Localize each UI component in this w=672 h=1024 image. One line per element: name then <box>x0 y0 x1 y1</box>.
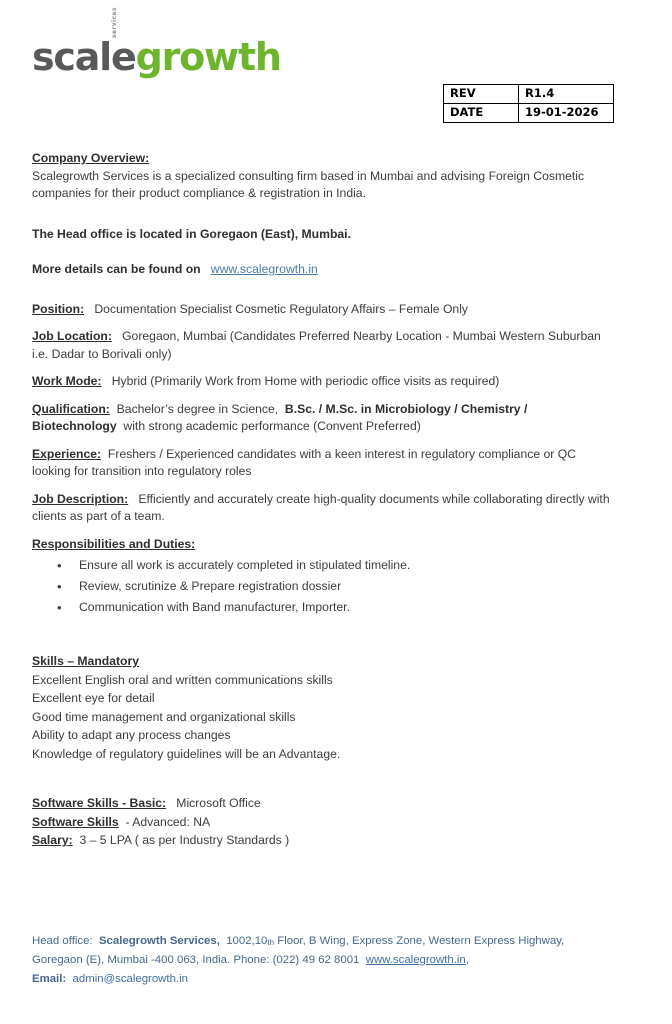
rev-label: REV <box>444 85 519 104</box>
skills-section <box>32 653 612 763</box>
document-footer <box>32 932 617 989</box>
logo-text-scale: scale <box>32 35 136 79</box>
more-details-prefix: More details can be found on <box>32 262 201 276</box>
company-overview-section <box>32 150 612 203</box>
footer-email-link[interactable]: admin@scalegrowth.in <box>72 973 188 985</box>
software-skills-advanced-line <box>32 813 612 832</box>
salary-label: Salary: <box>32 833 73 847</box>
logo-text-growth: growth <box>135 35 281 79</box>
software-salary-section <box>32 794 612 850</box>
qualification-value-bold: B.Sc. / M.Sc. in Microbiology / Chemistry / Biotechnology <box>32 401 528 433</box>
footer-comma: , <box>465 954 469 966</box>
job-description-line <box>32 491 612 526</box>
company-logo <box>32 7 281 79</box>
footer-company-name: Scalegrowth Services, <box>98 935 220 947</box>
job-location-label: Job Location: <box>32 329 112 343</box>
logo-vertical-mark-text: services <box>111 7 118 38</box>
qualification-value-1: Bachelor’s degree in Science, <box>116 401 279 416</box>
date-value: 19-01-2026 <box>519 104 614 123</box>
skills-item: Knowledge of regulatory guidelines will be an Advantage. <box>32 746 341 761</box>
footer-address-part1: 1002,10 <box>226 935 268 947</box>
work-mode-line <box>32 373 612 391</box>
salary-line <box>32 831 612 850</box>
software-skills-advanced-label: Software Skills <box>32 814 119 829</box>
qualification-line <box>32 401 612 436</box>
skills-item: Good time management and organizational skills <box>32 709 296 724</box>
experience-label: Experience: <box>32 446 102 461</box>
footer-address-ordinal: th <box>267 938 275 947</box>
skills-item: Excellent English oral and written communications skills <box>32 672 333 687</box>
skills-item: Ability to adapt any process changes <box>32 728 231 742</box>
job-location-line <box>32 328 612 363</box>
footer-email-label: Email: <box>32 973 67 985</box>
position-value: Documentation Specialist Cosmetic Regulatory Affairs – Female Only <box>94 301 469 316</box>
footer-address-part2: Floor, B Wing, Express Zone, Western Express Highway, Goregaon (E), Mumbai -400 063, India. Phone: (022) 49 62 8001 <box>32 935 565 966</box>
date-label: DATE <box>444 104 519 123</box>
software-skills-basic-label: Software Skills - Basic: <box>32 796 167 810</box>
revision-table <box>443 84 614 123</box>
logo-vertical-mark <box>101 7 118 68</box>
salary-value: 3 – 5 LPA ( as per Industry Standards ) <box>79 833 290 847</box>
skills-heading: Skills – Mandatory <box>32 654 140 668</box>
software-skills-basic-value: Microsoft Office <box>176 796 261 810</box>
position-label: Position: <box>32 301 85 316</box>
footer-website-link[interactable]: www.scalegrowth.in <box>365 954 466 966</box>
rev-value: R1.4 <box>519 85 614 104</box>
job-description-label: Job Description: <box>32 491 129 506</box>
work-mode-label: Work Mode: <box>32 374 102 388</box>
software-skills-advanced-value: - Advanced: NA <box>125 814 211 829</box>
table-row <box>444 104 614 123</box>
footer-head-office-label: Head office: <box>32 935 93 947</box>
responsibilities-section <box>32 536 612 619</box>
software-skills-basic-line <box>32 794 612 813</box>
website-link[interactable]: www.scalegrowth.in <box>210 262 318 276</box>
job-location-value: Goregaon, Mumbai (Candidates Preferred Nearby Location - Mumbai Western Suburban i.e. Dadar to Borivali only) <box>32 329 601 361</box>
qualification-value-2: with strong academic performance (Convent Preferred) <box>123 419 421 433</box>
list-item: • Communication with Band manufacturer, Importer. <box>79 597 612 618</box>
list-item: • Review, scrutinize & Prepare registration dossier <box>79 576 612 597</box>
document-body <box>32 150 612 850</box>
table-row <box>444 85 614 104</box>
list-item: • Ensure all work is accurately completed in stipulated timeline. <box>79 555 612 576</box>
experience-value: Freshers / Experienced candidates with a keen interest in regulatory compliance or QC looking for transition into regulatory roles <box>32 446 576 478</box>
job-description-value: Efficiently and accurately create high-quality documents while collaborating directly with clients as part of a team. <box>32 491 610 523</box>
company-overview-heading: Company Overview: <box>32 151 150 165</box>
work-mode-value: Hybrid (Primarily Work from Home with periodic office visits as required) <box>111 374 500 388</box>
more-details-line <box>32 261 612 279</box>
skills-item: Excellent eye for detail <box>32 691 155 705</box>
company-overview-text: Scalegrowth Services is a specialized consulting firm based in Mumbai and advising Foreign Cosmetic companies for their product compliance & registration in India. <box>32 168 585 200</box>
responsibilities-list <box>32 555 612 618</box>
position-line <box>32 301 612 319</box>
head-office-line: The Head office is located in Goregaon (East), Mumbai. <box>32 226 351 241</box>
experience-line <box>32 446 612 481</box>
qualification-label: Qualification: <box>32 401 110 416</box>
responsibilities-heading: Responsibilities and Duties: <box>32 536 196 551</box>
